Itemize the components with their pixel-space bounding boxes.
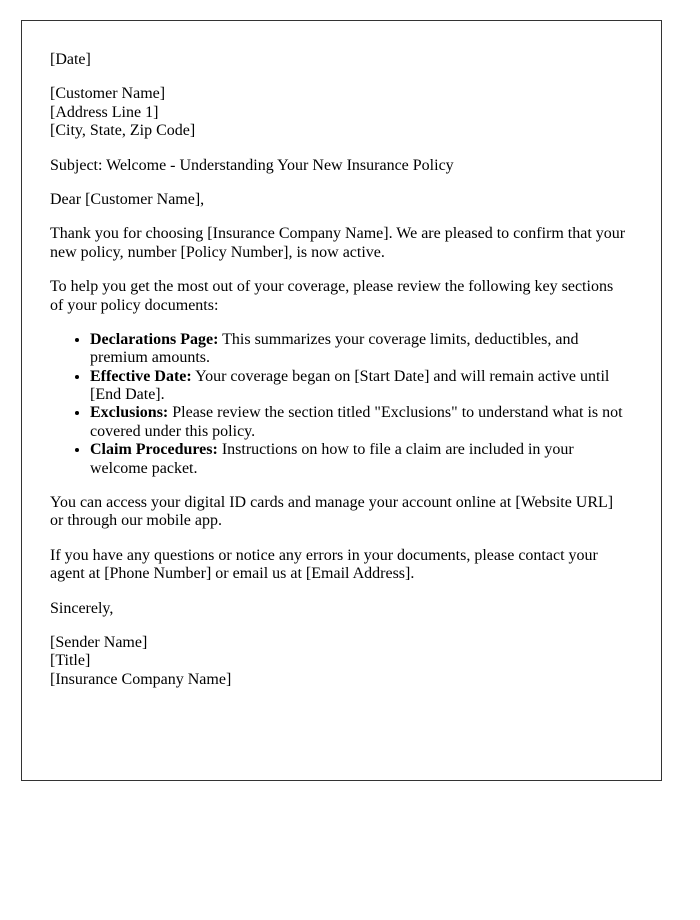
signature-sender-name: [Sender Name] xyxy=(50,633,148,651)
paragraph-questions: If you have any questions or notice any errors in your documents, please contact your agent at [Phone Number] or email us at [Email Address]. xyxy=(50,546,598,583)
list-item-label: Claim Procedures: xyxy=(90,441,218,459)
letter-page xyxy=(21,20,662,781)
list-item-effective-date xyxy=(90,368,630,405)
list-item-label: Effective Date: xyxy=(90,367,192,385)
list-item-declarations-page xyxy=(90,331,630,368)
list-item-text: Instructions on how to file a claim are included in your welcome packet. xyxy=(90,441,574,477)
recipient-city-state-zip: [City, State, Zip Code] xyxy=(50,122,196,140)
signature-title: [Title] xyxy=(50,652,91,670)
list-item-exclusions xyxy=(90,404,630,441)
signature-company-name: [Insurance Company Name] xyxy=(50,670,232,688)
paragraph-access: You can access your digital ID cards and manage your account online at [Website URL] or through our mobile app. xyxy=(50,494,614,530)
recipient-address-line: [Address Line 1] xyxy=(50,103,159,121)
list-item-claim-procedures xyxy=(90,441,630,478)
paragraph-intro: Thank you for choosing [Insurance Company Name]. We are pleased to confirm that your new policy, number [Policy Number], is now active. xyxy=(50,225,626,261)
list-item-label: Exclusions: xyxy=(90,404,169,422)
recipient-block xyxy=(50,85,630,140)
letter-date: [Date] xyxy=(50,51,91,68)
signature-block xyxy=(50,634,630,689)
list-item-text: Your coverage began on [Start Date] and will remain active until [End Date]. xyxy=(90,367,610,404)
salutation: Dear [Customer Name], xyxy=(50,190,205,208)
paragraph-review-intro: To help you get the most out of your coverage, please review the following key sections of your policy documents: xyxy=(50,278,614,314)
list-item-label: Declarations Page: xyxy=(90,330,219,348)
closing: Sincerely, xyxy=(50,599,114,617)
list-item-text: This summarizes your coverage limits, deductibles, and premium amounts. xyxy=(90,330,579,367)
key-sections-list xyxy=(50,331,630,478)
subject-line: Subject: Welcome - Understanding Your New Insurance Policy xyxy=(50,156,454,174)
list-item-text: Please review the section titled "Exclusions" to understand what is not covered under this policy. xyxy=(90,404,623,440)
recipient-name: [Customer Name] xyxy=(50,85,166,103)
